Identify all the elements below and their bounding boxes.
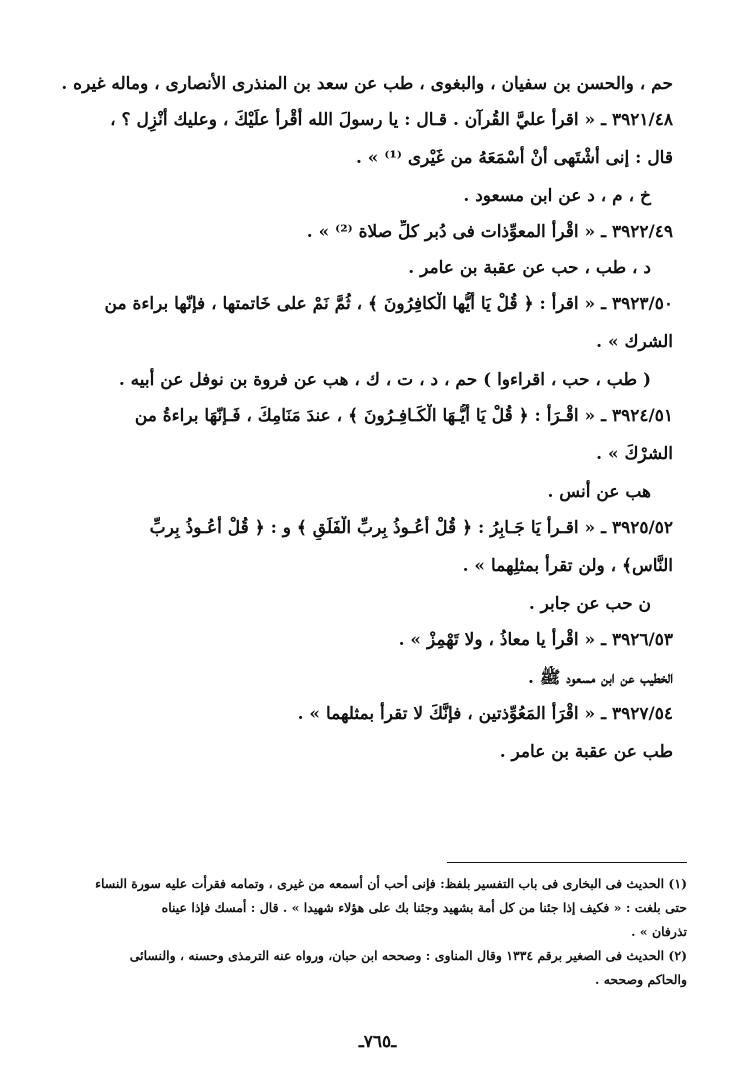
footnote-line: حتى بلغت : « فكيف إذا جئنا من كل أمة بشهيد وجئنا بك على هؤلاء شهيدا » . قال : أمسك فإذا عيناه bbox=[161, 900, 687, 915]
footnote-line: تذرفان » . bbox=[631, 924, 687, 939]
source-line: طب عن عقبة بن عامر . bbox=[499, 742, 673, 762]
footnote-line: (٢) الحديث فى الصغير برقم ١٣٣٤ وقال المناوى : وصححه ابن حبان، ورواه عنه الترمذى وحسنه ، والنسائى bbox=[129, 948, 687, 963]
footnote-line: والحاكم وصححه . bbox=[594, 972, 687, 987]
page-number: ـ٧٦٥ـ bbox=[358, 1032, 397, 1052]
text-line: النَّاس﴾ ، ولن تقرأ بمثلِهما » . bbox=[462, 556, 673, 576]
source-line: هب عن أنس . bbox=[547, 482, 651, 502]
source-line: الخطيب عن ابن مسعود ﷺ . bbox=[528, 668, 673, 688]
text-line: قال : إنى أشْتَهى أنْ أسْمَعَهُ من غَيْرى ⁽¹⁾ » . bbox=[355, 148, 673, 168]
hadith-line: ٣٩٢٧/٥٤ ـ « اقْرَأ المَعُوِّذتين ، فإنَّكَ لا تقرأ بمثلهما » . bbox=[297, 704, 673, 724]
footnotes bbox=[66, 872, 687, 992]
hadith-line: ٣٩٢٤/٥١ ـ « اقْـرَأْ : ﴿ قُلْ يَا أَيُّـهَا الْكَـافِـرُونَ ﴾ ، عندَ مَنَامِكَ ، فَـإنّهَا براءةُ من bbox=[134, 406, 673, 426]
source-line: د ، طب ، حب عن عقبة بن عامر . bbox=[408, 258, 651, 278]
source-line: خ ، م ، د عن ابن مسعود . bbox=[463, 186, 651, 206]
hadith-line: ٣٩٢٦/٥٣ ـ « اقْرأْ يا معاذُ ، ولا تَهْمِزْ » . bbox=[398, 630, 673, 650]
main-text bbox=[60, 72, 673, 764]
footnote-line: (١) الحديث فى البخارى فى باب التفسير بلفظ: فإنى أحب أن أسمعه من غيرى ، وتمامه فقرأت عليه سورة النساء bbox=[95, 876, 687, 891]
source-line: ( طب ، حب ، اقراءوا ) حم ، د ، ت ، ك ، هب عن فروة بن نوفل عن أبيه . bbox=[118, 370, 651, 390]
hadith-line: ٣٩٢١/٤٨ ـ « اقرأ عليَّ القُرآن . قـال : يا رسولَ الله أقْرأُ علَيْكَ ، وعليك أُنْزِل ؟ ، bbox=[110, 110, 673, 130]
source-line: ن حب عن جابر . bbox=[528, 594, 651, 614]
text-line: الشرك » . bbox=[596, 332, 673, 352]
text-line: حم ، والحسن بن سفيان ، والبغوى ، طب عن سعد بن المنذرى الأنصارى ، وماله غيره . bbox=[61, 74, 673, 94]
text-line: الشرْكَ » . bbox=[596, 444, 673, 464]
hadith-line: ٣٩٢٢/٤٩ ـ « اقْرأ المعوِّذات فى دُبر كلِّ صلاة ⁽²⁾ » . bbox=[306, 222, 673, 242]
hadith-line: ٣٩٢٥/٥٢ ـ « اقـرأ يَا جَـابِرُ : ﴿ قُلْ أَعُـوذُ بِربِّ الْفَلَقِ ﴾ و : ﴿ قُلْ أَعُـوذُ بِربِّ bbox=[149, 518, 673, 538]
hadith-line: ٣٩٢٣/٥٠ ـ « اقرأ : ﴿ قُلْ يَا أَيُّها الْكافِرُونَ ﴾ ، ثُمَّ نَمْ على خَاتمتها ، فإنّها براءة من bbox=[104, 294, 673, 314]
footnote-divider bbox=[447, 862, 687, 863]
